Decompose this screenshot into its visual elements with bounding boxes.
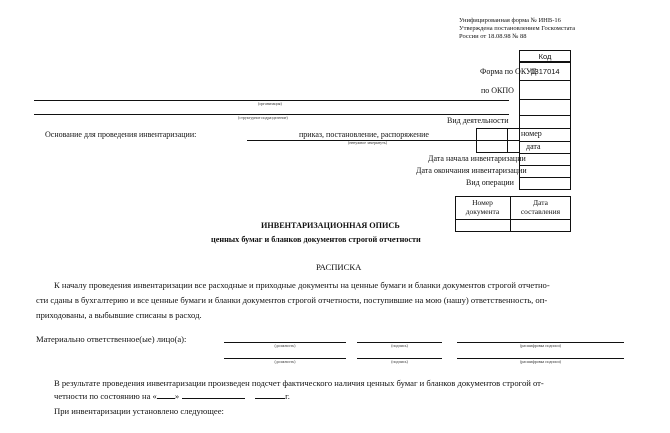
doc-date-line2: составления: [520, 207, 561, 216]
as-of-day-field[interactable]: [157, 389, 175, 399]
as-of-month-field[interactable]: [182, 389, 245, 399]
doc-values-row: [455, 219, 571, 232]
doc-title: ИНВЕНТАРИЗАЦИОННАЯ ОПИСЬ: [261, 221, 400, 230]
form-header-line3: России от 18.08.98 № 88: [459, 33, 527, 40]
data-label: дата: [526, 142, 541, 151]
nomer-data-split: [476, 140, 519, 141]
vid-deyatelnosti-label: Вид деятельности: [447, 116, 509, 125]
doc-number-line2: документа: [465, 207, 500, 216]
date-end-label: Дата окончания инвентаризации: [416, 166, 527, 175]
result-p3: При инвентаризации установлено следующее:: [54, 406, 224, 416]
receipt-p1-line1: К началу проведения инвентаризации все расходные и приходные документы на ценные бумаги и бланки документов строгой отчетно-: [54, 280, 550, 290]
receipt-p1-line3: приходованы, а выбывшие списаны в расход.: [36, 310, 202, 320]
as-of-year-suffix: г.: [285, 391, 290, 401]
okpo-label: по ОКПО: [481, 86, 514, 95]
oper-divider: [519, 177, 571, 178]
mol-label: Материально ответственное(ые) лицо(а):: [36, 334, 187, 344]
osnovanie-label: Основание для проведения инвентаризации:: [45, 130, 197, 139]
doc-subtitle: ценных бумаг и бланков документов строгой отчетности: [211, 235, 421, 244]
result-p2-line1: В результате проведения инвентаризации произведен подсчет фактического наличия ценных бумаг и бланков документов строгой от-: [54, 378, 544, 388]
date-start-label: Дата начала инвентаризации: [428, 154, 526, 163]
as-of-label: четности по состоянию на «: [54, 391, 157, 401]
okpo-divider: [519, 99, 571, 100]
forma-okud-label: Форма по ОКУД: [480, 67, 537, 76]
position-caption-1: (должность): [274, 343, 296, 348]
start-divider: [519, 153, 571, 154]
doc-date-header: [510, 198, 571, 216]
struct-caption: (структурное подразделение): [238, 115, 288, 120]
position-caption-2: (должность): [274, 359, 296, 364]
doc-date-line1: Дата: [533, 198, 548, 207]
nomer-label: номер: [521, 129, 542, 138]
org-caption: (организация): [258, 101, 282, 106]
doc-number-header: [455, 198, 510, 216]
signature-caption-2: (подпись): [391, 359, 408, 364]
form-header-line2: Утверждена постановлением Госкомстата: [459, 25, 576, 32]
decoding-caption-2: (расшифровка подписи): [520, 359, 561, 364]
doc-number-line1: Номер: [472, 198, 493, 207]
osnovanie-value: приказ, постановление, распоряжение: [299, 130, 429, 139]
okud-value: 0317014: [519, 62, 571, 81]
form-header-line1: Унифицированная форма № ИНВ-16: [459, 17, 561, 24]
as-of-quote: »: [174, 391, 180, 401]
vid-operacii-label: Вид операции: [466, 178, 514, 187]
osnovanie-caption: (ненужное зачеркнуть): [348, 140, 388, 145]
result-p2-line2: [54, 389, 290, 404]
vid-divider: [519, 115, 571, 116]
decoding-caption-1: (расшифровка подписи): [520, 343, 561, 348]
form-header: [459, 17, 575, 41]
signature-caption-1: (подпись): [391, 343, 408, 348]
receipt-p1-line2: сти сданы в бухгалтерию и все ценные бумаги и бланки документов строгой отчетности, поступившие на мою (нашу) ответственность, оп-: [36, 295, 548, 305]
as-of-year-field[interactable]: [255, 389, 285, 399]
receipt-heading: РАСПИСКА: [316, 262, 362, 272]
kod-header: Код: [519, 50, 571, 62]
